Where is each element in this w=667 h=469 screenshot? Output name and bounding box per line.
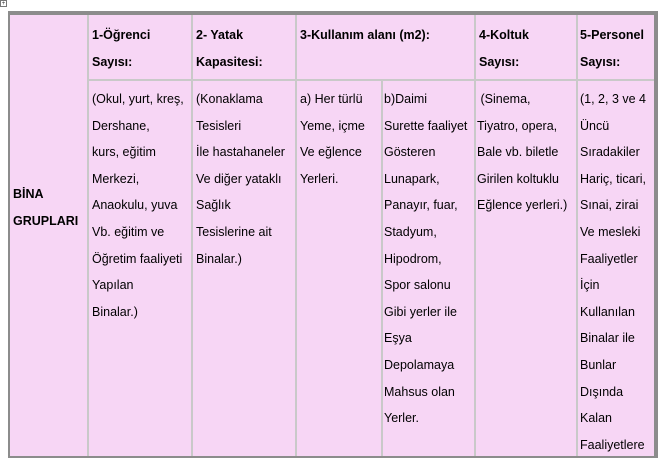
col5-heading: 5-Personel Sayısı: — [580, 28, 644, 69]
col1-body: (Okul, yurt, kreş, Dershane, kurs, eğitim Merkezi, Anaokulu, yuva Vb. eğitim ve Öğretim faaliyeti Yapılan Binalar.) — [92, 92, 184, 319]
col3-heading: 3-Kullanım alanı (m2): — [300, 28, 430, 42]
column-divider — [295, 15, 297, 456]
col2-heading: 2- Yatak Kapasitesi: — [196, 28, 263, 69]
col4-body: (Sinema, Tiyatro, opera, Bale vb. biletle Girilen koltuklu Eğlence yerleri.) — [477, 92, 568, 213]
column-divider — [381, 81, 383, 456]
col1-heading: 1-Öğrenci Sayısı: — [92, 28, 151, 69]
column-divider — [576, 15, 578, 456]
column-divider — [191, 15, 193, 456]
table-border-top — [8, 11, 658, 15]
col2-body: (Konaklama Tesisleri İle hastahaneler Ve diğer yataklı Sağlık Tesislerine ait Binalar.) — [196, 92, 285, 266]
heading-divider — [89, 79, 654, 81]
column-divider — [474, 15, 476, 456]
col3b-body: b)Daimi Surette faaliyet Gösteren Lunapark, Panayır, fuar, Stadyum, Hipodrom, Spor salonu Gibi yerler ile Eşya Depolamaya Mahsus olan Yerler. — [384, 92, 468, 426]
col5-body: (1, 2, 3 ve 4 Üncü Sıradakiler Hariç, ticari, Sınai, zirai Ve mesleki Faaliyetler İçin Kullanılan Binalar ile Bunlar Dışında Kalan Faaliyetlere — [580, 92, 647, 452]
cell-row-header — [10, 15, 87, 456]
col3a-body: a) Her türlü Yeme, içme Ve eğlence Yerleri. — [300, 92, 365, 186]
cell-col4 — [476, 15, 576, 456]
column-divider — [87, 15, 89, 456]
table-border-right — [654, 11, 658, 458]
table-border-left — [8, 11, 10, 458]
table-move-handle-icon[interactable]: + — [1, 1, 6, 7]
table-border-bottom — [8, 456, 658, 458]
row-header-label: BİNA GRUPLARI — [13, 187, 79, 228]
col4-heading: 4-Koltuk Sayısı: — [479, 28, 529, 69]
